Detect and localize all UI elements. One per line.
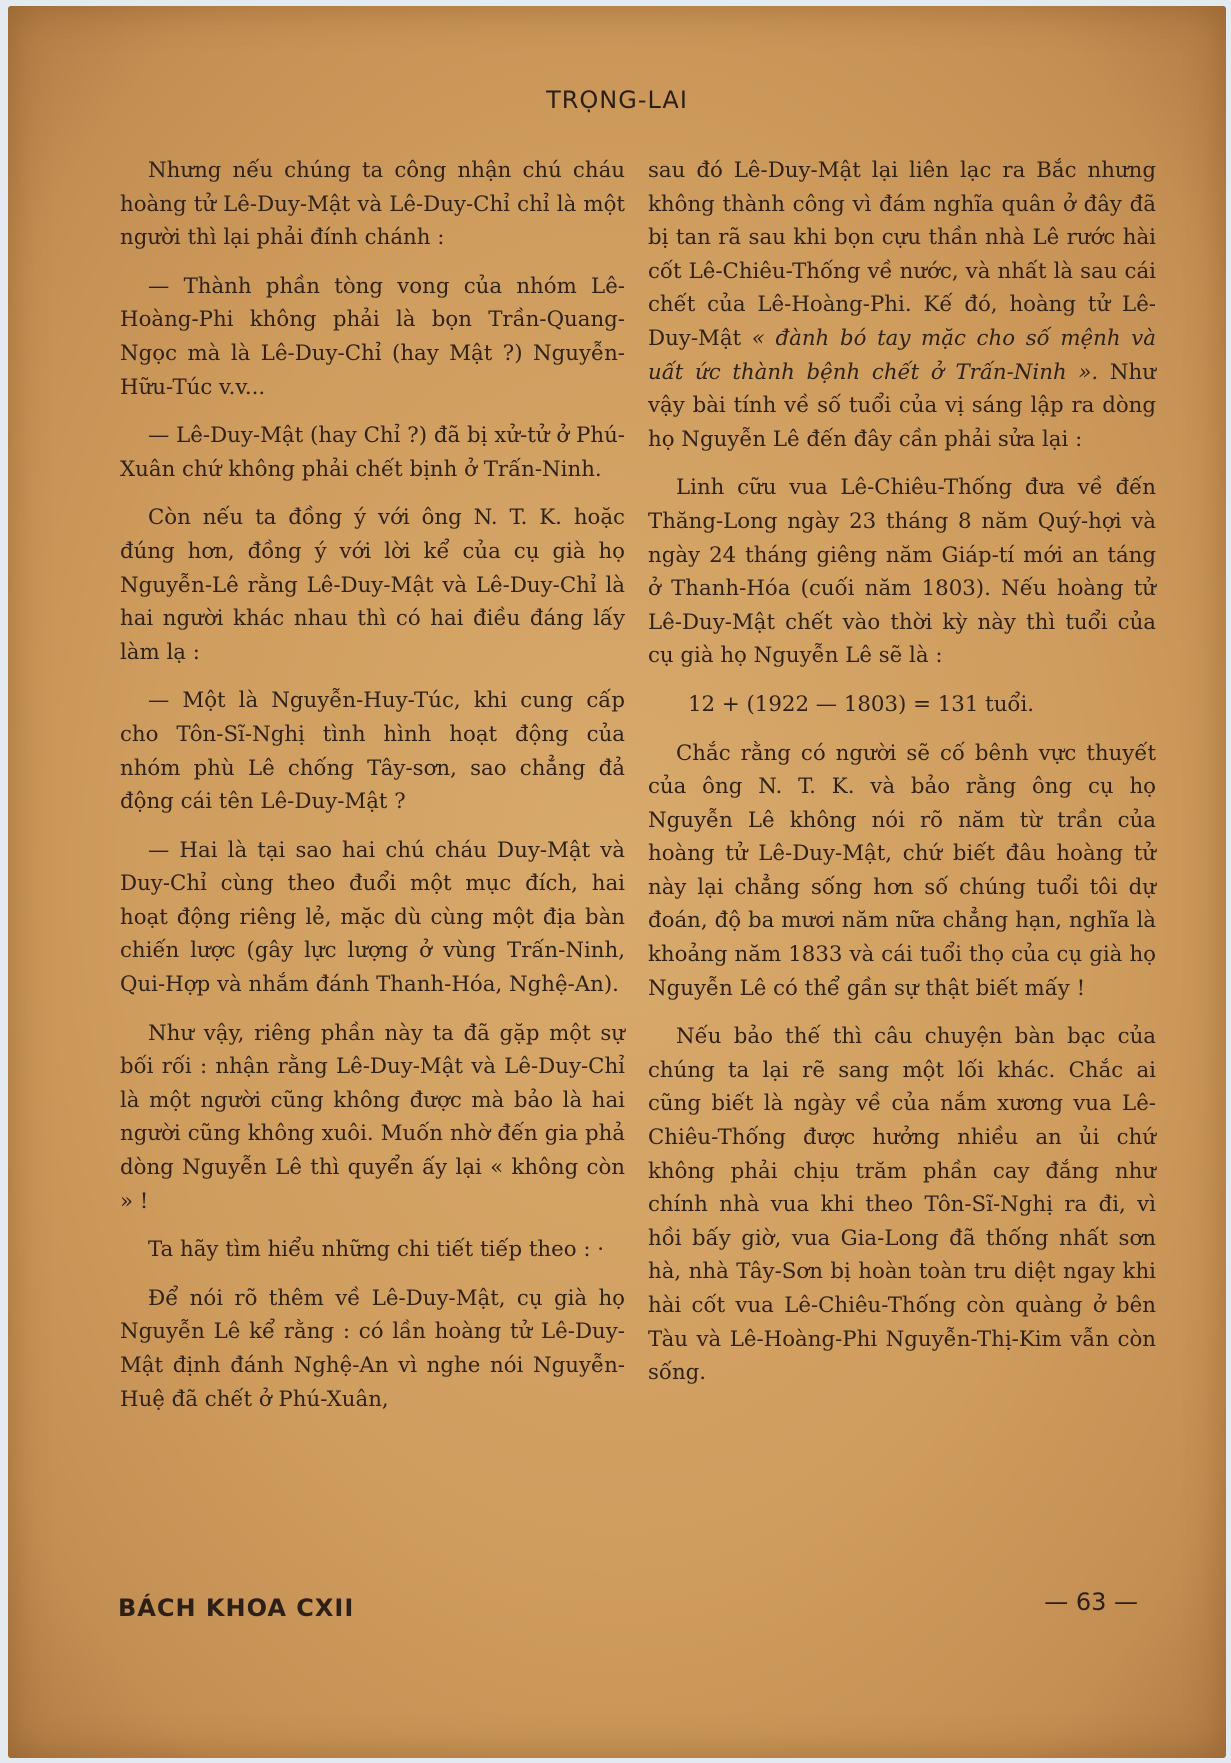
left-column [120,154,625,1431]
paragraph: Để nói rõ thêm về Lê-Duy-Mật, cụ già họ Nguyễn Lê kể rằng : có lần hoàng tử Lê-Duy-Mật định đánh Nghệ-An vì nghe nói Nguyễn-Huệ đã chết ở Phú-Xuân, [120,1285,625,1412]
paragraph: Còn nếu ta đồng ý với ông N. T. K. hoặc đúng hơn, đồng ý với lời kể của cụ già họ Nguyễn-Lê rằng Lê-Duy-Mật và Lê-Duy-Chỉ là hai người khác nhau thì có hai điều đáng lấy làm lạ : [120,505,625,665]
paragraph-text: Như vậy bài tính về số tuổi của vị sáng lập ra dòng họ Nguyễn Lê đến đây cần phải sửa lại : [648,359,1156,452]
paragraph: — Hai là tại sao hai chú cháu Duy-Mật và Duy-Chỉ cùng theo đuổi một mục đích, hai hoạt động riêng lẻ, mặc dù cùng một địa bàn chiến lược (gây lực lượng ở vùng Trấn-Ninh, Qui-Hợp và nhắm đánh Thanh-Hóa, Nghệ-An). [120,837,625,998]
formula: 12 + (1922 — 1803) = 131 tuổi. [688,691,1035,717]
right-column [648,154,1156,1405]
paragraph: — Thành phần tòng vong của nhóm Lê-Hoàng-Phi không phải là bọn Trần-Quang-Ngọc mà là Lê-Duy-Chỉ (hay Mật ?) Nguyễn-Hữu-Túc v.v... [120,273,625,400]
paragraph: Như vậy, riêng phần này ta đã gặp một sự bối rối : nhận rằng Lê-Duy-Mật và Lê-Duy-Chỉ là một người cũng không được mà bảo là hai người cũng không xuôi. Muốn nhờ đến gia phả dòng Nguyễn Lê thì quyển ấy lại « không còn » ! [120,1020,625,1214]
paragraph: Nhưng nếu chúng ta công nhận chú cháu hoàng tử Lê-Duy-Mật và Lê-Duy-Chỉ chỉ là một người thì lại phải đính chánh : [120,158,625,251]
magazine-page [8,6,1226,1758]
paragraph: Ta hãy tìm hiểu những chi tiết tiếp theo : · [148,1237,605,1263]
quoted-text: « đành bó tay mặc cho số mệnh và uất ức thành bệnh chết ở Trấn-Ninh ». [648,325,1156,385]
paragraph: — Một là Nguyễn-Huy-Túc, khi cung cấp cho Tôn-Sĩ-Nghị tình hình hoạt động của nhóm phù Lê chống Tây-sơn, sao chẳng đả động cái tên Lê-Duy-Mật ? [120,688,625,815]
magazine-name: BÁCH KHOA CXII [118,1594,355,1622]
page-number: — 63 — [1044,1588,1138,1616]
paragraph: — Lê-Duy-Mật (hay Chỉ ?) đã bị xử-tử ở Phú-Xuân chứ không phải chết bịnh ở Trấn-Ninh. [120,423,625,482]
paragraph-text: sau đó Lê-Duy-Mật lại liên lạc ra Bắc nhưng không thành công vì đám nghĩa quân ở đây đã bị tan rã sau khi bọn cựu thần nhà Lê rước hài cốt Lê-Chiêu-Thống về nước, và nhất là sau cái chết của Lê-Hoàng-Phi. Kế đó, hoàng tử Lê-Duy-Mật [648,158,1156,351]
running-header: TRỌNG-LAI [546,86,688,114]
paragraph-continued [648,154,1156,456]
paragraph: Linh cữu vua Lê-Chiêu-Thống đưa về đến Thăng-Long ngày 23 tháng 8 năm Quý-hợi và ngày 24 tháng giêng năm Giáp-tí mới an táng ở Thanh-Hóa (cuối năm 1803). Nếu hoàng tử Lê-Duy-Mật chết vào thời kỳ này thì tuổi của cụ già họ Nguyễn Lê sẽ là : [648,475,1156,669]
paragraph: Nếu bảo thế thì câu chuyện bàn bạc của chúng ta lại rẽ sang một lối khác. Chắc ai cũng biết là ngày về của nắm xương vua Lê-Chiêu-Thống được hưởng nhiều an ủi chứ không phải chịu trăm phần cay đắng như chính nhà vua khi theo Tôn-Sĩ-Nghị ra đi, vì hồi bấy giờ, vua Gia-Long đã thống nhất sơn hà, nhà Tây-Sơn bị hoàn toàn tru diệt ngay khi hài cốt vua Lê-Chiêu-Thống còn quàng ở bên Tàu và Lê-Hoàng-Phi Nguyễn-Thị-Kim vẫn còn sống. [648,1024,1156,1386]
paragraph: Chắc rằng có người sẽ cố bênh vực thuyết của ông N. T. K. và bảo rằng ông cụ họ Nguyễn Lê không nói rõ năm từ trần của hoàng tử Lê-Duy-Mật, chứ biết đâu hoàng tử này lại chẳng sống hơn số chúng tuổi tôi dự đoán, độ ba mươi năm nữa chẳng hạn, nghĩa là khoảng năm 1833 và cái tuổi thọ của cụ già họ Nguyễn Lê có thể gần sự thật biết mấy ! [648,740,1156,1001]
